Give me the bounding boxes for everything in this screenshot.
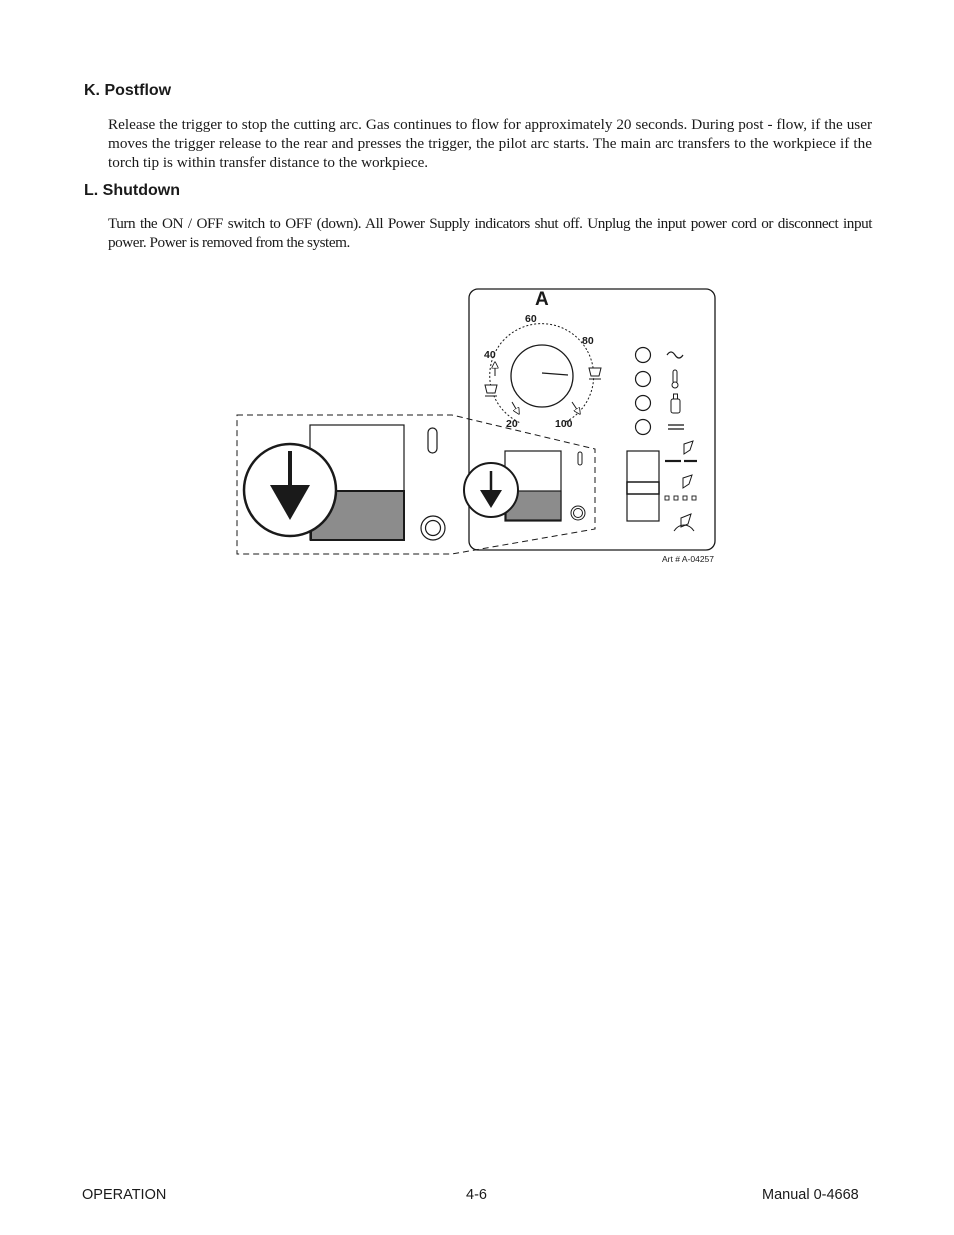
footer-manual-number: Manual 0-4668 xyxy=(762,1187,859,1203)
postflow-paragraph: Release the trigger to stop the cutting arc. Gas continues to flow for approximately 20 seconds. During post - flow, if the user moves the trigger release to the rear and presses the trigger, the pilot arc starts. The main arc transfers to the workpiece if the torch tip is within transfer distance to the workpiece. xyxy=(108,116,872,171)
thermometer-icon xyxy=(672,370,678,388)
art-number: Art # A-04257 xyxy=(662,554,714,564)
gas-indicator xyxy=(636,396,651,411)
dial-tick-20: 20 xyxy=(506,418,518,430)
dial-tick-60: 60 xyxy=(525,313,537,325)
dial-tick-40: 40 xyxy=(484,349,496,361)
mode-selector-switch[interactable] xyxy=(627,451,659,521)
front-panel-figure xyxy=(0,0,954,600)
panel-label: A xyxy=(535,289,549,310)
dial-tick-80: 80 xyxy=(582,335,594,347)
footer-section: OPERATION xyxy=(82,1187,167,1203)
reset-button-inner xyxy=(574,509,583,518)
power-slot xyxy=(578,452,582,465)
footer-page-number: 4-6 xyxy=(466,1187,487,1203)
down-arrow-large xyxy=(244,444,336,536)
heading-shutdown: L. Shutdown xyxy=(84,182,180,199)
dc-indicator xyxy=(636,420,651,435)
down-arrow-small xyxy=(464,463,518,517)
temp-indicator xyxy=(636,372,651,387)
ac-indicator xyxy=(636,348,651,363)
heading-postflow: K. Postflow xyxy=(84,82,172,99)
dial-knob[interactable] xyxy=(511,345,573,407)
magnified-power-slot xyxy=(428,428,437,453)
shutdown-paragraph: Turn the ON / OFF switch to OFF (down). All Power Supply indicators shut off. Unplug the input power cord or disconnect input power. Power is removed from the system. xyxy=(108,215,872,251)
magnified-reset-inner xyxy=(426,521,441,536)
dial-tick-100: 100 xyxy=(555,418,573,430)
